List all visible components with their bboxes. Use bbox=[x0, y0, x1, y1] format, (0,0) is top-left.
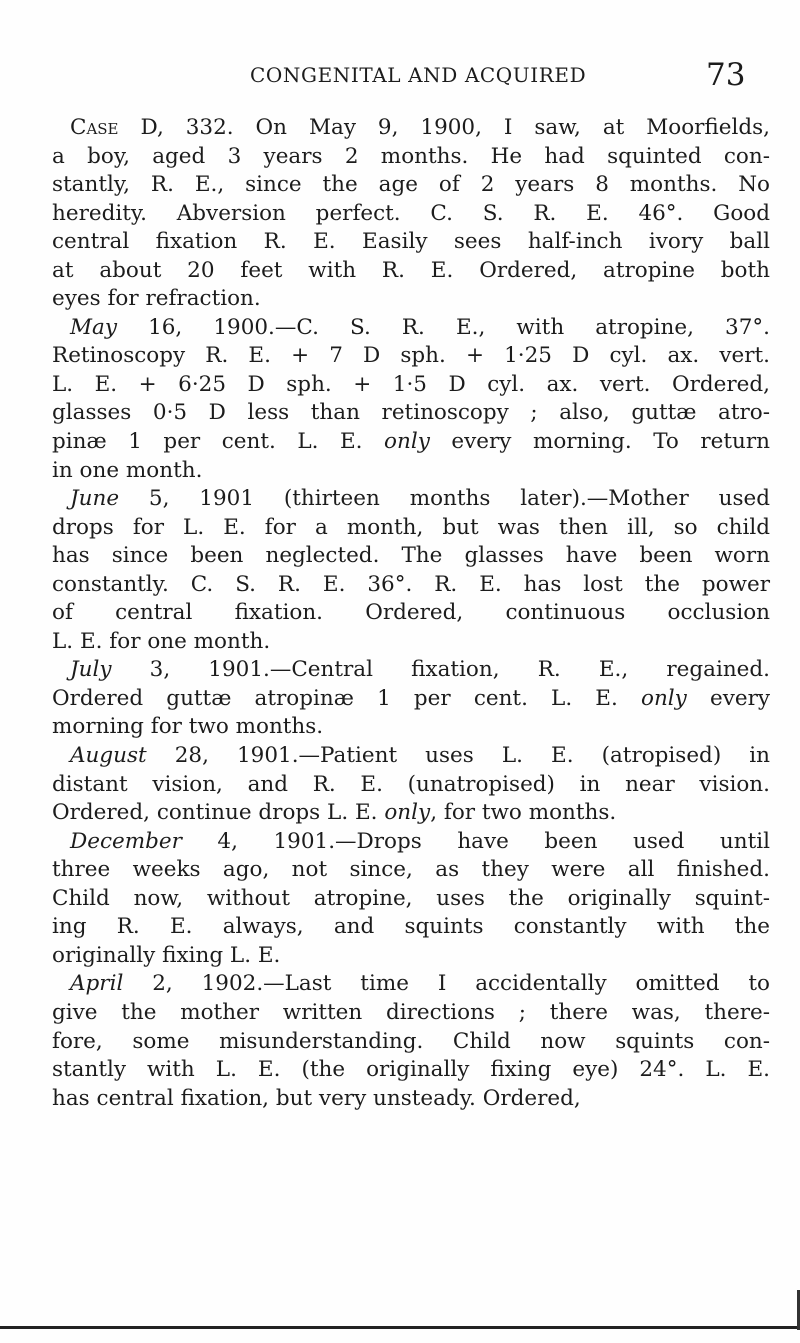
text-line: stantly with L. E. (the originally fixing eye) 24°. L. E. bbox=[52, 1057, 770, 1083]
text-line: morning for two months. bbox=[52, 714, 324, 740]
text-line: eyes for refraction. bbox=[52, 286, 261, 312]
entry-date: April bbox=[70, 971, 124, 997]
text-line: L. E. for one month. bbox=[52, 628, 271, 654]
dated-entry: April 2, 1902.—Last time I accidentally omitted to bbox=[70, 971, 770, 997]
text-line: Case D, 332. On May 9, 1900, I saw, at Moorfields, bbox=[70, 115, 770, 140]
entry-date: July bbox=[70, 657, 112, 683]
case-label: Case bbox=[70, 115, 119, 140]
text-line: glasses 0·5 D less than retinoscopy ; also, guttæ atro- bbox=[52, 400, 770, 426]
text-line: has since been neglected. The glasses have been worn bbox=[52, 543, 770, 569]
text-line: stantly, R. E., since the age of 2 years 8 months. No bbox=[52, 172, 770, 198]
text-line: in one month. bbox=[52, 457, 203, 483]
running-title: CONGENITAL AND ACQUIRED bbox=[250, 63, 587, 87]
text-line: of central fixation. Ordered, continuous occlusion bbox=[52, 600, 770, 626]
text-line: drops for L. E. for a month, but was then ill, so child bbox=[52, 514, 770, 540]
entry-date: August bbox=[70, 743, 147, 769]
entry-date: May bbox=[70, 314, 117, 340]
text-line: Child now, without atropine, uses the originally squint- bbox=[52, 885, 770, 911]
text-line: originally fixing L. E. bbox=[52, 942, 281, 968]
text-line: Ordered guttæ atropinæ 1 per cent. L. E. only every bbox=[52, 685, 770, 711]
scan-bottom-edge bbox=[0, 1326, 800, 1329]
dated-entry: August 28, 1901.—Patient uses L. E. (atropised) in bbox=[70, 743, 770, 769]
dated-entry: December 4, 1901.—Drops have been used until bbox=[70, 828, 770, 854]
text-line: ing R. E. always, and squints constantly with the bbox=[52, 914, 770, 940]
dated-entry: June 5, 1901 (thirteen months later).—Mother used bbox=[70, 486, 770, 512]
text-line: distant vision, and R. E. (unatropised) in near vision. bbox=[52, 771, 770, 797]
emphasis: only bbox=[641, 685, 687, 711]
entry-date: December bbox=[70, 828, 182, 854]
text-line: a boy, aged 3 years 2 months. He had squinted con- bbox=[52, 143, 770, 169]
dated-entry: May 16, 1900.—C. S. R. E., with atropine, 37°. bbox=[70, 314, 770, 340]
text-line: pinæ 1 per cent. L. E. only every morning. To return bbox=[52, 429, 771, 455]
text-line: constantly. C. S. R. E. 36°. R. E. has lost the power bbox=[52, 571, 770, 597]
entry-date: June bbox=[70, 486, 120, 512]
text-line: has central fixation, but very unsteady. Ordered, bbox=[52, 1085, 581, 1111]
emphasis: only bbox=[384, 429, 430, 455]
case-report-text bbox=[52, 114, 770, 1113]
text-line: Ordered, continue drops L. E. only, for two months. bbox=[52, 800, 617, 826]
emphasis: only bbox=[384, 800, 431, 826]
page-number: 73 bbox=[706, 57, 746, 93]
dated-entry: July 3, 1901.—Central fixation, R. E., regained. bbox=[70, 657, 770, 683]
text-line: fore, some misunderstanding. Child now squints con- bbox=[52, 1028, 770, 1054]
text-line: give the mother written directions ; there was, there- bbox=[52, 999, 770, 1025]
text-line: at about 20 feet with R. E. Ordered, atropine both bbox=[52, 257, 770, 283]
text-line: Retinoscopy R. E. + 7 D sph. + 1·25 D cyl. ax. vert. bbox=[52, 343, 770, 369]
text-line: heredity. Abversion perfect. C. S. R. E. 46°. Good bbox=[52, 200, 770, 226]
running-head bbox=[250, 57, 770, 103]
text-line: three weeks ago, not since, as they were all finished. bbox=[52, 857, 770, 883]
text-line: L. E. + 6·25 D sph. + 1·5 D cyl. ax. vert. Ordered, bbox=[52, 371, 770, 397]
text-line: central fixation R. E. Easily sees half-inch ivory ball bbox=[52, 229, 770, 255]
